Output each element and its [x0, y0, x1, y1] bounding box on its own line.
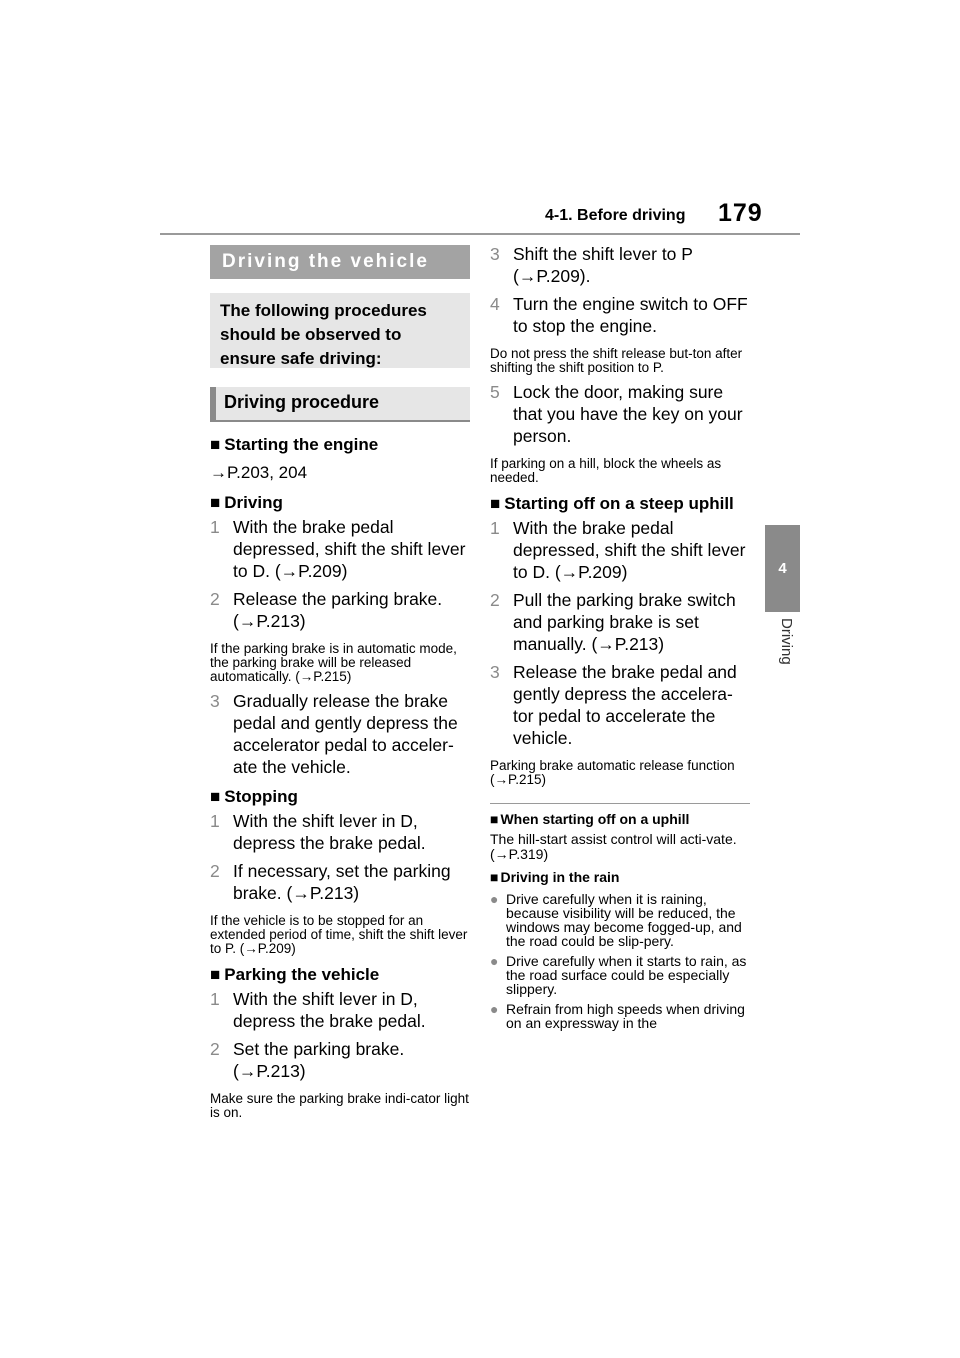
square-bullet-icon: ■ — [490, 811, 499, 827]
right-column — [490, 245, 750, 1030]
section-header: 4-1. Before driving — [545, 207, 686, 224]
parking-step-1: 1 With the shift lever in D, depress the brake pedal. — [210, 989, 426, 1031]
heading-uphill: ■ Starting off on a steep uphill — [490, 494, 734, 513]
info-separator — [490, 803, 750, 804]
parking-step-2: 2 Set the parking brake. (→P.213) — [210, 1039, 405, 1081]
uphill-step-1: 1 With the brake pedal depressed, shift the shift lever to D. (→P.209) — [490, 518, 746, 582]
square-bullet-icon: ■ — [490, 494, 501, 513]
circle-bullet-icon: ● — [490, 891, 499, 907]
driving-step-1: 1 With the brake pedal depressed, shift the shift lever to D. (→P.209) — [210, 517, 466, 581]
rain-bullet-3: ● Refrain from high speeds when driving on an expressway in the — [490, 1001, 745, 1031]
circle-bullet-icon: ● — [490, 953, 499, 969]
square-bullet-icon: ■ — [210, 435, 221, 454]
parking-note-hill: If parking on a hill, block the wheels as needed. — [490, 456, 722, 485]
header-rule — [160, 233, 800, 235]
ref-starting: →P.203, 204 — [210, 463, 308, 482]
square-bullet-icon: ■ — [210, 787, 221, 806]
driving-step-2: 2 Release the parking brake. (→P.213) — [210, 589, 443, 631]
info-text-uphill: The hill-start assist control will acti-vate. (→P.319) — [490, 831, 737, 862]
uphill-step-2: 2 Pull the parking brake switch and parking brake is set manually. (→P.213) — [490, 590, 736, 654]
intro-box: The following procedures should be observed to ensure safe driving: — [210, 293, 470, 368]
left-column — [210, 245, 470, 1124]
chapter-tab: 4 — [765, 525, 800, 612]
driving-step-3: 3 Gradually release the brake pedal and gently depress the accelerator pedal to acceler-ate the vehicle. — [210, 691, 458, 777]
heading-starting: ■ Starting the engine — [210, 435, 379, 454]
driving-note: If the parking brake is in automatic mode, the parking brake will be released automatically. (→P.215) — [210, 641, 457, 684]
parking-note-shift: Do not press the shift release but-ton after shifting the shift position to P. — [490, 346, 743, 375]
section-title: Driving the vehicle — [210, 245, 470, 279]
stopping-note: If the vehicle is to be stopped for an extended period of time, shift the shift lever to P. (→P.209) — [210, 913, 468, 956]
heading-driving: ■ Driving — [210, 493, 283, 512]
stopping-step-2: 2 If necessary, set the parking brake. (→P.213) — [210, 861, 451, 903]
page-number: 179 — [718, 199, 763, 227]
heading-parking: ■ Parking the vehicle — [210, 965, 380, 984]
parking-note: Make sure the parking brake indi-cator light is on. — [210, 1091, 469, 1120]
heading-stopping: ■ Stopping — [210, 787, 298, 806]
uphill-note: Parking brake automatic release function (→P.215) — [490, 758, 735, 787]
circle-bullet-icon: ● — [490, 1001, 499, 1017]
info-heading-uphill: ■ When starting off on a uphill — [490, 811, 690, 827]
subsection-title: Driving procedure — [210, 387, 470, 422]
uphill-step-3: 3 Release the brake pedal and gently depress the accelera-tor pedal to accelerate the vehicle. — [490, 662, 737, 748]
parking-step-5: 5 Lock the door, making sure that you have the key on your person. — [490, 382, 743, 446]
chapter-label: Driving — [778, 618, 795, 665]
parking-step-3: 3 Shift the shift lever to P (→P.209). — [490, 244, 693, 286]
info-heading-rain: ■ Driving in the rain — [490, 869, 620, 885]
parking-step-4: 4 Turn the engine switch to OFF to stop the engine. — [490, 294, 748, 336]
square-bullet-icon: ■ — [210, 493, 221, 512]
stopping-step-1: 1 With the shift lever in D, depress the brake pedal. — [210, 811, 426, 853]
square-bullet-icon: ■ — [210, 965, 221, 984]
rain-bullet-2: ● Drive carefully when it starts to rain, as the road surface could be especially slippery. — [490, 953, 747, 997]
square-bullet-icon: ■ — [490, 869, 499, 885]
rain-bullet-1: ● Drive carefully when it is raining, because visibility will be reduced, the windows may become fogged-up, and the road could be slip-pery. — [490, 891, 742, 949]
